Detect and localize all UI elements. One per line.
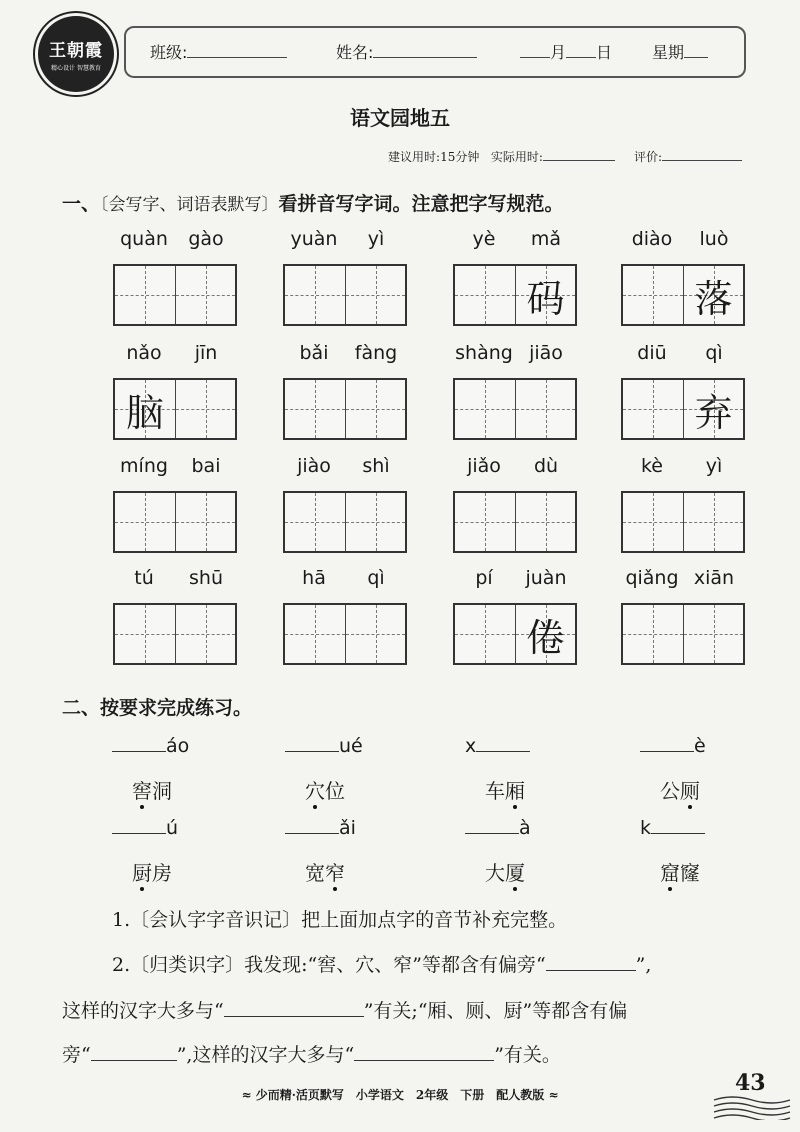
- pinyin-syllable: hā: [302, 567, 326, 589]
- radical-blank-1[interactable]: [546, 970, 636, 971]
- given-character: 码: [526, 276, 565, 321]
- pinyin-syllable: yì: [367, 228, 385, 250]
- pinyin-syllable: xiān: [693, 567, 735, 589]
- word-character: [152, 857, 172, 886]
- character-text: 厢: [505, 779, 525, 803]
- pinyin-suffix: áo: [166, 735, 190, 757]
- pinyin-fill: [465, 817, 531, 839]
- given-character: [285, 493, 345, 551]
- writing-grid[interactable]: [621, 378, 745, 440]
- meaning-blank-1[interactable]: [224, 1016, 364, 1017]
- pinyin-syllable: diào: [631, 228, 673, 250]
- emphasis-dot: [513, 887, 517, 891]
- writing-grid[interactable]: [283, 491, 407, 553]
- writing-cell[interactable]: [683, 380, 743, 438]
- character-text: 洞: [152, 779, 172, 803]
- weekday-label: 星期: [652, 43, 685, 62]
- word-character: [152, 775, 172, 804]
- word-character: [305, 775, 325, 809]
- word: [305, 857, 345, 891]
- word: [485, 857, 525, 891]
- writing-cell[interactable]: [623, 493, 683, 551]
- writing-cell[interactable]: [115, 380, 175, 438]
- given-character: [285, 266, 345, 324]
- pinyin-fill: [112, 735, 189, 757]
- writing-cell[interactable]: [455, 605, 515, 663]
- question-1: 1.〔会认字字音识记〕把上面加点字的音节补充完整。: [112, 909, 568, 931]
- pinyin-syllable: jiāo: [529, 342, 563, 364]
- character-text: 厨: [132, 861, 152, 885]
- pinyin-blank[interactable]: [640, 751, 694, 752]
- given-character: [285, 380, 345, 438]
- writing-cell[interactable]: [115, 493, 175, 551]
- writing-cell[interactable]: [623, 605, 683, 663]
- word-character: [660, 857, 680, 891]
- pinyin-syllable: shū: [189, 567, 223, 589]
- word-character: [505, 857, 525, 891]
- writing-cell[interactable]: [683, 493, 743, 551]
- given-character: [684, 493, 743, 551]
- meaning-blank-2[interactable]: [354, 1060, 494, 1061]
- name-field: [336, 40, 477, 63]
- logo-text: 王朝霞: [49, 41, 103, 61]
- publisher-logo: [38, 16, 114, 92]
- writing-cell[interactable]: [515, 266, 575, 324]
- given-character: 落: [694, 276, 733, 321]
- writing-cell[interactable]: [345, 380, 405, 438]
- character-text: 窄: [325, 861, 345, 885]
- writing-grid[interactable]: [453, 603, 577, 665]
- section1-number: 一、: [62, 193, 101, 215]
- given-character: [516, 493, 575, 551]
- given-character: [623, 493, 683, 551]
- writing-cell[interactable]: [623, 266, 683, 324]
- pinyin-blank[interactable]: [651, 833, 705, 834]
- word: [485, 775, 525, 809]
- pinyin-blank[interactable]: [112, 833, 166, 834]
- pinyin-syllable: qiǎng: [625, 567, 679, 589]
- section1-instruction: 看拼音写字词。注意把字写规范。: [278, 193, 564, 215]
- writing-cell[interactable]: [175, 605, 235, 663]
- page-title: 语文园地五: [350, 106, 450, 130]
- suggested-time: 建议用时:15分钟: [388, 150, 480, 164]
- pinyin-syllable: jiǎo: [467, 455, 501, 477]
- writing-cell[interactable]: [285, 380, 345, 438]
- given-character: [623, 605, 683, 663]
- given-character: [346, 493, 405, 551]
- writing-grid[interactable]: [453, 378, 577, 440]
- pinyin-fill: [465, 735, 530, 757]
- pinyin-blank[interactable]: [112, 751, 166, 752]
- writing-cell[interactable]: [683, 605, 743, 663]
- word: [305, 775, 345, 809]
- character-text: 车: [485, 779, 505, 803]
- writing-cell[interactable]: [285, 605, 345, 663]
- emphasis-dot: [313, 805, 317, 809]
- pinyin-syllable: jiào: [297, 455, 331, 477]
- given-character: 倦: [526, 615, 565, 660]
- pinyin-blank[interactable]: [285, 833, 339, 834]
- character-text: 房: [152, 861, 172, 885]
- writing-cell[interactable]: [345, 266, 405, 324]
- word-character: [485, 775, 505, 804]
- writing-cell[interactable]: [455, 266, 515, 324]
- page-number: 43: [735, 1070, 766, 1096]
- given-character: [176, 605, 235, 663]
- word-character: [680, 857, 700, 886]
- q2-text-a: 2.〔归类识字〕我发现:“窖、穴、窄”等都含有偏旁“: [112, 954, 546, 976]
- pinyin-syllable: luò: [699, 228, 729, 250]
- actual-time-blank[interactable]: [543, 149, 615, 161]
- writing-cell[interactable]: [285, 266, 345, 324]
- q2-text-b: ”,: [635, 954, 652, 976]
- emphasis-dot: [140, 887, 144, 891]
- writing-grid[interactable]: [453, 491, 577, 553]
- pinyin-syllable: mǎ: [530, 228, 562, 250]
- writing-grid[interactable]: [113, 378, 237, 440]
- pinyin-fill: [112, 817, 178, 839]
- word: [660, 857, 700, 891]
- question-2-line1: [112, 950, 651, 977]
- word-character: [660, 775, 680, 804]
- pinyin-fill: [285, 817, 356, 839]
- question-2-line2: [62, 996, 627, 1023]
- given-character: [115, 493, 175, 551]
- name-label: 姓名:: [336, 43, 374, 62]
- pinyin-blank[interactable]: [285, 751, 339, 752]
- writing-cell[interactable]: [623, 380, 683, 438]
- pinyin-syllable: jīn: [194, 342, 218, 364]
- weekday-field: [652, 40, 708, 63]
- writing-cell[interactable]: [515, 380, 575, 438]
- pinyin-suffix: è: [694, 735, 706, 757]
- character-text: 窿: [680, 861, 700, 885]
- pinyin-prefix: k: [640, 817, 652, 839]
- character-text: 厕: [680, 779, 700, 803]
- character-text: 穴: [305, 779, 325, 803]
- given-character: [455, 493, 515, 551]
- pinyin-suffix: ú: [166, 817, 179, 839]
- word: [660, 775, 700, 809]
- writing-cell[interactable]: [175, 380, 235, 438]
- writing-cell[interactable]: [345, 605, 405, 663]
- day-label: 日: [596, 43, 613, 62]
- pinyin-blank[interactable]: [465, 833, 519, 834]
- given-character: [455, 605, 515, 663]
- pinyin-syllable: diū: [637, 342, 667, 364]
- writing-cell[interactable]: [115, 605, 175, 663]
- class-label: 班级:: [150, 43, 188, 62]
- pinyin-syllable: tú: [134, 567, 154, 589]
- emphasis-dot: [513, 805, 517, 809]
- pinyin-prefix: x: [465, 735, 477, 757]
- word: [132, 775, 172, 809]
- given-character: [115, 605, 175, 663]
- given-character: [623, 380, 683, 438]
- pinyin-syllable: yì: [705, 455, 723, 477]
- writing-grid[interactable]: [621, 491, 745, 553]
- word-character: [305, 857, 325, 886]
- word-character: [505, 775, 525, 809]
- actual-time-label: 实际用时:: [490, 150, 543, 164]
- pinyin-syllable: bai: [191, 455, 221, 477]
- pinyin-fill: [640, 735, 706, 757]
- writing-grid[interactable]: [621, 603, 745, 665]
- page-decoration: [712, 1094, 792, 1120]
- q2-text-d: ”有关;“厢、厕、厨”等都含有偏: [363, 1000, 628, 1022]
- writing-cell[interactable]: [455, 380, 515, 438]
- section1-heading: [62, 189, 564, 216]
- writing-grid[interactable]: [113, 603, 237, 665]
- word-character: [325, 775, 345, 804]
- word-character: [132, 857, 152, 891]
- character-text: 窖: [132, 779, 152, 803]
- given-character: [346, 266, 405, 324]
- writing-grid[interactable]: [453, 264, 577, 326]
- section1-tag: 〔会写字、词语表默写〕: [100, 195, 279, 215]
- pinyin-syllable: dù: [533, 455, 559, 477]
- name-blank[interactable]: [373, 43, 477, 58]
- character-text: 窟: [660, 861, 680, 885]
- writing-grid[interactable]: [621, 264, 745, 326]
- writing-grid[interactable]: [283, 264, 407, 326]
- given-character: 脑: [125, 390, 164, 435]
- pinyin-syllable: kè: [640, 455, 663, 477]
- word-character: [325, 857, 345, 891]
- character-text: 宽: [305, 861, 325, 885]
- date-field: [520, 40, 612, 63]
- writing-cell[interactable]: [455, 493, 515, 551]
- class-blank[interactable]: [187, 43, 287, 58]
- given-character: [346, 605, 405, 663]
- writing-cell[interactable]: [683, 266, 743, 324]
- given-character: [285, 605, 345, 663]
- pinyin-syllable: yè: [472, 228, 496, 250]
- pinyin-syllable: gào: [188, 228, 224, 250]
- given-character: [176, 380, 235, 438]
- eval-label: 评价:: [633, 150, 662, 164]
- pinyin-syllable: bǎi: [299, 342, 329, 364]
- pinyin-fill: [640, 817, 705, 839]
- writing-cell[interactable]: [175, 266, 235, 324]
- given-character: [346, 380, 405, 438]
- writing-cell[interactable]: [175, 493, 235, 551]
- emphasis-dot: [140, 805, 144, 809]
- given-character: [176, 493, 235, 551]
- pinyin-syllable: shàng: [455, 342, 513, 364]
- given-character: [516, 380, 575, 438]
- writing-grid[interactable]: [283, 378, 407, 440]
- pinyin-syllable: nǎo: [126, 342, 162, 364]
- writing-cell[interactable]: [115, 266, 175, 324]
- pinyin-suffix: à: [519, 817, 531, 839]
- radical-blank-2[interactable]: [91, 1060, 177, 1061]
- pinyin-syllable: fàng: [354, 342, 398, 364]
- logo-subtext: 精心设计 智慧教育: [51, 65, 101, 72]
- writing-grid[interactable]: [113, 491, 237, 553]
- word-character: [132, 775, 152, 809]
- pinyin-syllable: quàn: [120, 228, 168, 250]
- section2-heading: 二、按要求完成练习。: [62, 697, 253, 719]
- given-character: [455, 380, 515, 438]
- writing-cell[interactable]: [515, 493, 575, 551]
- writing-grid[interactable]: [113, 264, 237, 326]
- q2-text-g: ”有关。: [494, 1044, 561, 1066]
- given-character: [115, 266, 175, 324]
- month-label: 月: [550, 43, 567, 62]
- weekday-blank[interactable]: [684, 43, 708, 58]
- given-character: [623, 266, 683, 324]
- given-character: [455, 266, 515, 324]
- writing-grid[interactable]: [283, 603, 407, 665]
- pinyin-syllable: yuàn: [290, 228, 338, 250]
- pinyin-fill: [285, 735, 363, 757]
- q2-text-e: 旁“: [62, 1044, 91, 1066]
- question-2-line3: [62, 1040, 561, 1067]
- emphasis-dot: [668, 887, 672, 891]
- month-blank[interactable]: [520, 43, 550, 58]
- pinyin-syllable: míng: [120, 455, 168, 477]
- given-character: [684, 605, 743, 663]
- pinyin-syllable: juàn: [525, 567, 567, 589]
- pinyin-suffix: ǎi: [339, 817, 356, 839]
- pinyin-suffix: ué: [339, 735, 363, 757]
- character-text: 大: [485, 861, 505, 885]
- pinyin-blank[interactable]: [476, 751, 530, 752]
- class-field: [150, 40, 287, 63]
- day-blank[interactable]: [566, 43, 596, 58]
- time-row: [388, 148, 742, 165]
- q2-text-f: ”,这样的汉字大多与“: [176, 1044, 355, 1066]
- word: [132, 857, 172, 891]
- writing-cell[interactable]: [285, 493, 345, 551]
- pinyin-syllable: shì: [362, 455, 390, 477]
- word-character: [680, 775, 700, 809]
- writing-cell[interactable]: [345, 493, 405, 551]
- footer-text: ≈ 少而精·活页默写 小学语文 2年级 下册 配人教版 ≈: [241, 1088, 559, 1102]
- q2-text-c: 这样的汉字大多与“: [62, 1000, 224, 1022]
- character-text: 公: [660, 779, 680, 803]
- word-character: [485, 857, 505, 886]
- writing-cell[interactable]: [515, 605, 575, 663]
- pinyin-syllable: qì: [367, 567, 385, 589]
- character-text: 位: [325, 779, 345, 803]
- eval-blank[interactable]: [662, 149, 742, 161]
- character-text: 厦: [505, 861, 525, 885]
- given-character: [176, 266, 235, 324]
- given-character: 弃: [694, 390, 733, 435]
- pinyin-syllable: pí: [475, 567, 493, 589]
- emphasis-dot: [688, 805, 692, 809]
- emphasis-dot: [333, 887, 337, 891]
- pinyin-syllable: qì: [705, 342, 723, 364]
